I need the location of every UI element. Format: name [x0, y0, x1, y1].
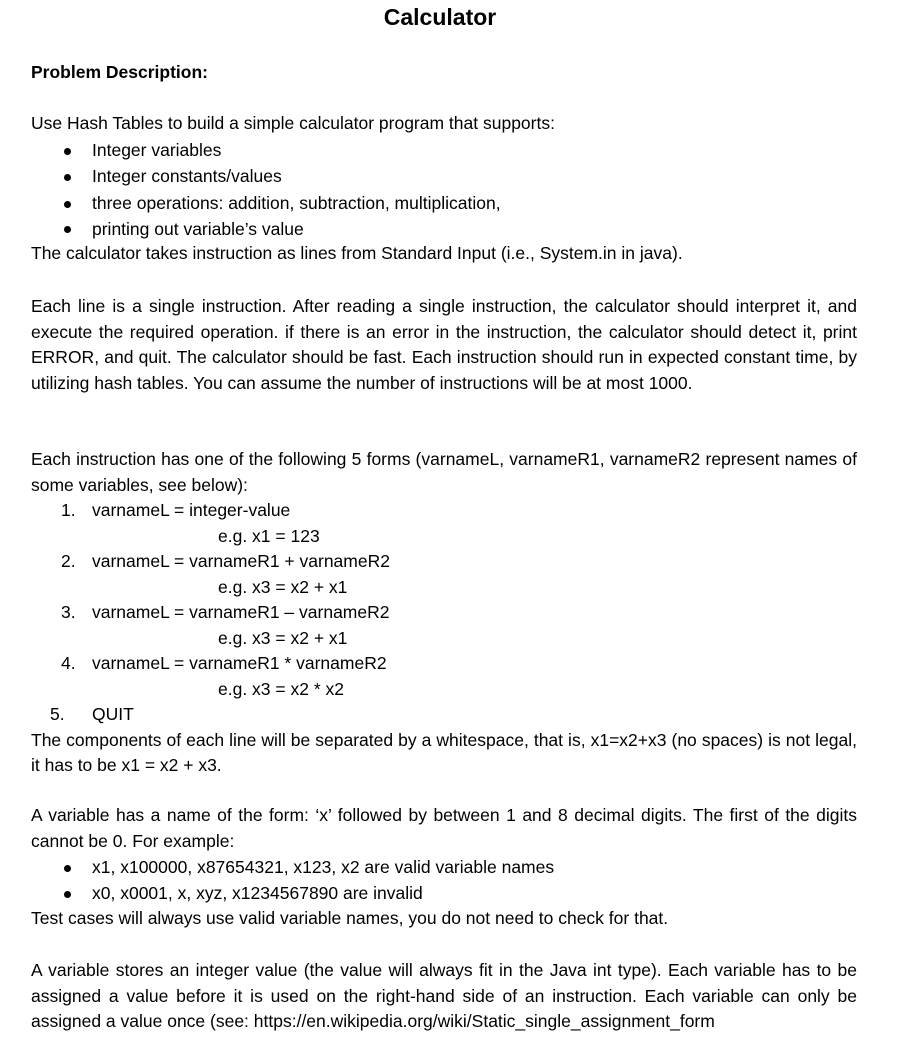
varname-rule: A variable has a name of the form: ‘x’ followed by between 1 and 8 decimal digits. The first of the digits cannot be 0. For example: [31, 805, 857, 851]
example-line: e.g. x1 = 123 [218, 525, 320, 546]
example-line: e.g. x3 = x2 + x1 [218, 576, 348, 597]
varname-examples-list [31, 854, 857, 906]
input-note: The calculator takes instruction as lines from Standard Input (i.e., System.in in java). [31, 242, 683, 263]
example-line: e.g. x3 = x2 * x2 [218, 678, 344, 699]
list-item: 5. QUIT [50, 704, 134, 724]
forms-block [31, 447, 857, 779]
list-item: three operations: addition, subtraction, multiplication, [31, 190, 857, 217]
intro-block [31, 111, 857, 266]
list-item: Integer variables [31, 137, 857, 164]
section-heading: Problem Description: [31, 62, 208, 82]
list-item: x1, x100000, x87654321, x123, x2 are valid variable names [31, 854, 857, 881]
test-note: Test cases will always use valid variable names, you do not need to check for that. [31, 907, 669, 928]
bullet-icon [64, 226, 71, 233]
intro-text: Use Hash Tables to build a simple calculator program that supports: [31, 113, 555, 133]
bullet-icon [64, 174, 71, 181]
list-item: 2. varnameL = varnameR1 + varnameR2 [61, 551, 390, 571]
list-item: x0, x0001, x, xyz, x1234567890 are invalid [31, 881, 857, 906]
components-note: The components of each line will be separated by a whitespace, that is, x1=x2+x3 (no spaces) is not legal, it has to be x1 = x2 + x3. [31, 729, 857, 775]
bullet-icon [64, 891, 71, 898]
list-item: printing out variable’s value [31, 217, 857, 241]
values-paragraph: A variable stores an integer value (the value will always fit in the Java int type). Each variable has to be assigned a value before it is used on the right-hand side of an instruction. Each variable can only be assigned a value once (see: https://en.wikipedia.org/wiki/Static_single_assignment_form [31, 960, 857, 1031]
list-item: 4. varnameL = varnameR1 * varnameR2 [61, 653, 387, 673]
instruction-paragraph-block [31, 294, 857, 396]
values-paragraph-block [31, 958, 857, 1035]
forms-list [31, 498, 857, 728]
list-item: 3. varnameL = varnameR1 – varnameR2 [61, 602, 390, 622]
list-item: Integer constants/values [31, 163, 857, 190]
bullet-icon [64, 865, 71, 872]
instruction-paragraph: Each line is a single instruction. After reading a single instruction, the calculator should interpret it, and execute the required operation. if there is an error in the instruction, the calculator should detect it, print ERROR, and quit. The calculator should be fast. Each instruction should run in expected constant time, by utilizing hash tables. You can assume the number of instructions will be at most 1000. [31, 296, 857, 393]
bullet-icon [64, 201, 71, 208]
page-title: Calculator [383, 4, 497, 30]
varname-block [31, 803, 857, 931]
bullet-icon [64, 148, 71, 155]
forms-intro: Each instruction has one of the following 5 forms (varnameL, varnameR1, varnameR2 represent names of some variables, see below): [31, 449, 857, 495]
feature-list [31, 137, 857, 241]
example-line: e.g. x3 = x2 + x1 [218, 627, 348, 648]
list-item: 1. varnameL = integer-value [61, 500, 291, 520]
